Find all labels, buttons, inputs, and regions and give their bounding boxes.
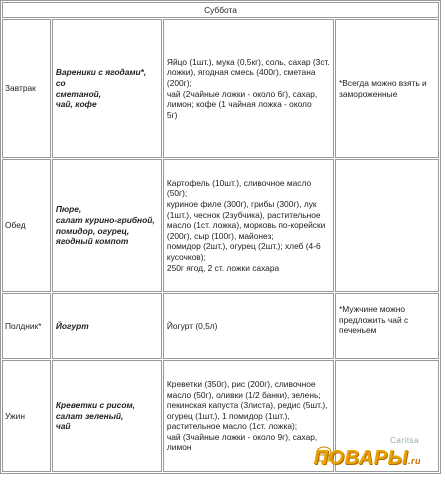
dish-line: салат курино-грибной, bbox=[55, 214, 155, 225]
ingredient-line: куриное филе (300г), грибы (300г), лук bbox=[166, 199, 317, 210]
ingredient-line: ложки), ягодная смесь (400г), сметана bbox=[166, 67, 316, 78]
dish-line: ягодный компот bbox=[55, 236, 129, 247]
dish-line: сметаной, bbox=[55, 88, 102, 99]
dish-line: чай, кофе bbox=[55, 99, 97, 110]
ingredients-cell bbox=[163, 159, 334, 292]
ingredient-line: (1шт.), чеснок (2зубчика), растительное bbox=[166, 209, 321, 220]
meal-name: Ужин bbox=[2, 360, 51, 472]
note-cell-empty bbox=[335, 159, 439, 292]
logo-tld: .ru bbox=[407, 456, 421, 466]
note-line: *Мужчине можно bbox=[339, 304, 406, 314]
ingredient-line: лимон; кофе (1 чайная ложка - около bbox=[166, 99, 312, 110]
dish-cell bbox=[52, 360, 162, 472]
table-row bbox=[2, 159, 439, 292]
dish-cell bbox=[52, 19, 162, 158]
ingredient-line: огурец (1шт.), 1 помидор (1шт.), bbox=[166, 410, 290, 421]
dish-line: помидор, огурец, bbox=[55, 225, 130, 236]
povary-logo bbox=[313, 436, 423, 470]
note-line: *Всегда можно взять и bbox=[339, 77, 427, 88]
note-cell bbox=[335, 293, 439, 359]
ingredient-line: масло (1ст. ложка), морковь по-корейски bbox=[166, 220, 326, 231]
ingredient-line: пекинская капуста (3листа), редис (5шт.), bbox=[166, 400, 328, 411]
ingredient-line: Йогурт (0,5л) bbox=[166, 320, 218, 331]
logo-caption: Caritsa bbox=[390, 436, 419, 445]
ingredient-line: масло (50г), оливки (1/2 банки), зелень; bbox=[166, 389, 321, 400]
note-line: предложить чай с bbox=[339, 314, 409, 325]
table-row bbox=[2, 19, 439, 158]
ingredient-line: 5г) bbox=[166, 109, 178, 120]
meal-name: Обед bbox=[2, 159, 51, 292]
logo-brand: ПОВАРЫ bbox=[313, 447, 408, 469]
dish-line: салат зеленый, bbox=[55, 410, 124, 421]
ingredients-cell bbox=[163, 19, 334, 158]
ingredients-cell bbox=[163, 293, 334, 359]
day-header: Суббота bbox=[2, 2, 439, 18]
dish-line: Креветки с рисом, bbox=[55, 400, 135, 411]
ingredient-line: чай (3чайные ложки - около 9г), сахар, bbox=[166, 431, 318, 442]
logo-wordmark bbox=[314, 447, 421, 470]
ingredient-line: (200г), сыр (100г), майонез; bbox=[166, 230, 274, 241]
dish-line: чай bbox=[55, 421, 71, 432]
note-cell bbox=[335, 19, 439, 158]
ingredient-line: растительное масло (1ст. ложка); bbox=[166, 421, 298, 432]
ingredient-line: кусочков); bbox=[166, 251, 206, 262]
meal-name: Полдник* bbox=[2, 293, 51, 359]
dish-line: Йогурт bbox=[55, 320, 89, 331]
ingredient-line: Картофель (10шт.), сливочное масло (50г); bbox=[166, 177, 312, 199]
table-row bbox=[2, 293, 439, 359]
dish-cell bbox=[52, 159, 162, 292]
ingredient-line: чай (2чайные ложки - около 6г), сахар, bbox=[166, 88, 318, 99]
dish-line: Пюре, bbox=[55, 204, 82, 215]
dish-line: Вареники с ягодами*, со bbox=[55, 67, 147, 88]
note-line: печеньем bbox=[339, 325, 377, 336]
meal-name: Завтрак bbox=[2, 19, 51, 158]
note-line: замороженные bbox=[339, 88, 398, 99]
ingredients-cell bbox=[163, 360, 334, 472]
ingredient-line: помидор (2шт.), огурец (2шт.); хлеб (4-6 bbox=[166, 241, 321, 252]
dish-cell bbox=[52, 293, 162, 359]
ingredient-line: Яйцо (1шт.), мука (0,5кг), соль, сахар (3ст. bbox=[166, 56, 330, 67]
ingredient-line: (200г); bbox=[166, 77, 192, 88]
day-header-row bbox=[2, 2, 439, 18]
ingredient-line: Креветки (350г), рис (200г), сливочное bbox=[166, 378, 316, 389]
ingredient-line: 250г ягод, 2 ст. ложки сахара bbox=[166, 262, 280, 273]
ingredient-line: лимон bbox=[166, 442, 192, 453]
